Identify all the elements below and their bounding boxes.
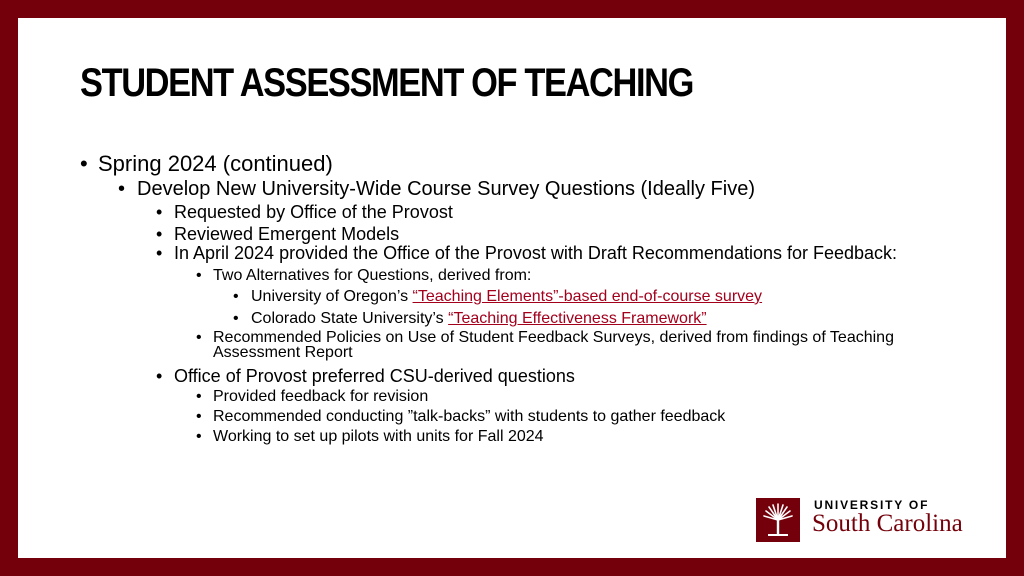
bullet-talk-backs bbox=[18, 407, 1006, 427]
bullet-oregon bbox=[18, 286, 1006, 308]
bullet-text: Office of Provost preferred CSU-derived questions bbox=[174, 366, 575, 386]
logo-south-carolina: South Carolina bbox=[812, 510, 963, 537]
csu-framework-link[interactable]: “Teaching Effectiveness Framework” bbox=[448, 310, 707, 327]
bullet-text: Reviewed Emergent Models bbox=[174, 224, 400, 244]
bullet-marker: • bbox=[156, 366, 163, 386]
bullet-marker: • bbox=[196, 329, 202, 346]
bullet-csu bbox=[18, 308, 1006, 330]
oregon-survey-link[interactable]: “Teaching Elements”-based end-of-course survey bbox=[412, 288, 763, 305]
bullet-marker: • bbox=[233, 288, 239, 305]
bullet-text: Develop New University-Wide Course Survey Questions (Ideally Five) bbox=[137, 178, 755, 200]
bullet-text: Recommended conducting ”talk-backs” with students to gather feedback bbox=[213, 408, 726, 425]
bullet-marker: • bbox=[118, 178, 126, 200]
university-logo bbox=[756, 496, 996, 544]
bullet-policies bbox=[18, 330, 933, 365]
bullet-text: Working to set up pilots with units for Fall 2024 bbox=[213, 428, 544, 445]
bullet-marker: • bbox=[156, 224, 163, 244]
palmetto-tree-icon bbox=[756, 498, 800, 542]
bullet-marker: • bbox=[156, 243, 163, 263]
bullet-marker: • bbox=[80, 151, 88, 176]
bullet-text: Two Alternatives for Questions, derived from: bbox=[213, 267, 532, 284]
bullet-text: Provided feedback for revision bbox=[213, 388, 429, 405]
bullet-marker: • bbox=[196, 267, 202, 284]
bullet-pilots bbox=[18, 427, 1006, 447]
bullet-marker: • bbox=[196, 428, 202, 445]
bullet-text: Colorado State University’s bbox=[251, 310, 449, 327]
bullet-spring-2024 bbox=[18, 150, 1006, 177]
bullet-marker: • bbox=[233, 310, 239, 327]
bullet-develop-questions bbox=[18, 177, 1006, 201]
bullet-marker: • bbox=[196, 408, 202, 425]
slide-title: STUDENT ASSESSMENT OF TEACHING bbox=[80, 61, 694, 105]
bullet-marker: • bbox=[196, 388, 202, 405]
logo-university-of: UNIVERSITY OF bbox=[814, 498, 930, 512]
bullet-provided-feedback bbox=[18, 387, 1006, 407]
bullet-preferred bbox=[18, 365, 1006, 387]
bullet-requested bbox=[18, 201, 1006, 223]
bullet-april-2024 bbox=[18, 245, 934, 266]
bullet-reviewed bbox=[18, 223, 1006, 245]
bullet-marker: • bbox=[156, 202, 163, 222]
bullet-text: Requested by Office of the Provost bbox=[174, 202, 453, 222]
bullet-alternatives bbox=[18, 266, 1006, 286]
bullet-text: Spring 2024 (continued) bbox=[98, 151, 333, 176]
bullet-list bbox=[18, 150, 1006, 447]
bullet-text: Recommended Policies on Use of Student Feedback Surveys, derived from findings of Teaching Assessment Report bbox=[213, 329, 894, 361]
bullet-text: University of Oregon’s bbox=[251, 288, 413, 305]
bullet-text: In April 2024 provided the Office of the Provost with Draft Recommendations for Feedback: bbox=[174, 243, 898, 263]
slide-content bbox=[18, 18, 1006, 558]
